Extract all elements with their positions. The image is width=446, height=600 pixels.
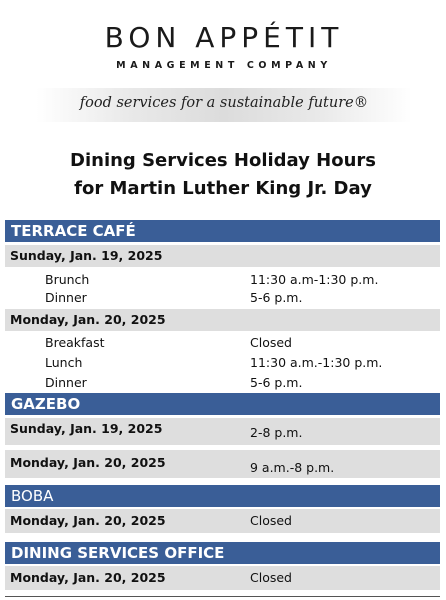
meal-name: Dinner — [45, 375, 87, 390]
tagline: food services for a sustainable future® — [79, 95, 369, 111]
day-band — [5, 509, 440, 533]
meal-row — [5, 270, 440, 290]
meal-row — [5, 333, 440, 353]
meal-name: Breakfast — [45, 335, 105, 350]
day-band — [5, 418, 440, 445]
day-band — [5, 450, 440, 478]
brand-name: BON APPÉTIT — [104, 21, 344, 54]
meal-row — [5, 288, 440, 308]
day-label: Monday, Jan. 20, 2025 — [10, 570, 166, 585]
title-line-2: for Martin Luther King Jr. Day — [74, 178, 372, 199]
section-header-gazebo: GAZEBO — [5, 393, 440, 415]
brand-subtitle: MANAGEMENT COMPANY — [116, 60, 332, 71]
day-label: Sunday, Jan. 19, 2025 — [10, 421, 163, 436]
meal-row — [5, 353, 440, 373]
day-label: Monday, Jan. 20, 2025 — [10, 312, 166, 327]
day-band — [5, 566, 440, 590]
company-logo — [36, 22, 412, 71]
day-band — [5, 245, 440, 267]
day-label: Monday, Jan. 20, 2025 — [10, 513, 166, 528]
bottom-rule — [5, 596, 440, 597]
page-title — [0, 147, 446, 203]
day-band — [5, 309, 440, 331]
meal-hours: 5-6 p.m. — [250, 290, 303, 305]
title-line-1: Dining Services Holiday Hours — [70, 150, 376, 171]
day-label: Monday, Jan. 20, 2025 — [10, 455, 166, 470]
day-hours: Closed — [250, 513, 292, 528]
meal-hours: 11:30 a.m-1:30 p.m. — [250, 272, 379, 287]
meal-hours: 5-6 p.m. — [250, 375, 303, 390]
day-hours: Closed — [250, 570, 292, 585]
meal-name: Brunch — [45, 272, 90, 287]
meal-name: Lunch — [45, 355, 83, 370]
section-header-terrace-cafe: TERRACE CAFÉ — [5, 220, 440, 242]
day-label: Sunday, Jan. 19, 2025 — [10, 248, 163, 263]
meal-hours: Closed — [250, 335, 292, 350]
day-hours: 2-8 p.m. — [250, 425, 303, 440]
day-hours: 9 a.m.-8 p.m. — [250, 460, 335, 475]
meal-row — [5, 373, 440, 393]
section-header-boba: BOBA — [5, 485, 440, 507]
meal-name: Dinner — [45, 290, 87, 305]
section-header-dining-services-office: DINING SERVICES OFFICE — [5, 542, 440, 564]
meal-hours: 11:30 a.m.-1:30 p.m. — [250, 355, 383, 370]
